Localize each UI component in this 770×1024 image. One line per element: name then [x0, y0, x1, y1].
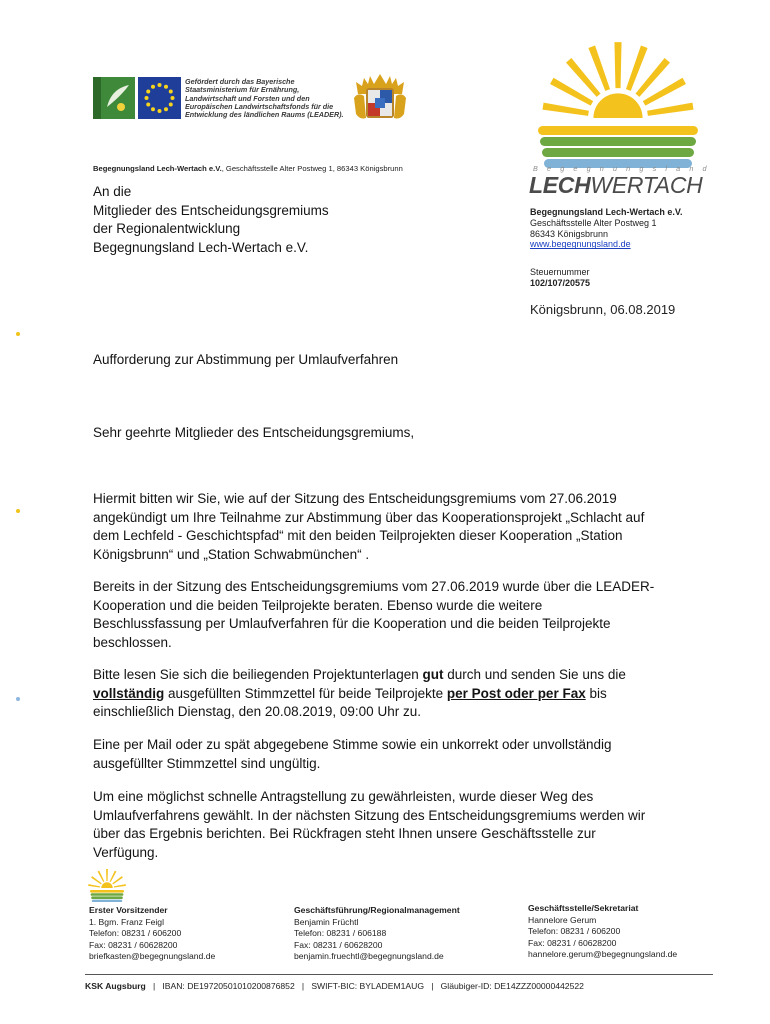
org-name: Begegnungsland Lech-Wertach e.V.	[530, 207, 683, 217]
tax-label: Steuernummer	[530, 267, 590, 277]
eu-flag-logo	[138, 77, 181, 119]
text-line: angekündigt um Ihre Teilnahme zur Abstimmung über das Kooperationsprojekt „Schlacht auf	[93, 509, 645, 525]
paragraph-4	[93, 736, 700, 773]
leader-logo	[93, 77, 135, 119]
footer-chairman	[89, 905, 215, 963]
text-line: Um eine möglichst schnelle Antragstellung zu gewährleisten, wurde dieser Weg des	[93, 789, 594, 804]
text-line: einschließlich Dienstag, den 20.08.2019, 09:00 Uhr zu.	[93, 704, 421, 719]
creditor-id: Gläubiger-ID: DE14ZZZ00000442522	[440, 981, 584, 991]
text-line: Königsbrunn“ und „Station Schwabmünchen“ .	[93, 546, 370, 562]
tax-number	[530, 267, 590, 289]
text-line: vollständig ausgefüllten Stimmzettel für beide Teilprojekte per Post oder per Fax bis	[93, 685, 607, 701]
recipient-line: der Regionalentwicklung	[93, 221, 241, 236]
margin-dot	[16, 332, 20, 336]
salutation: Sehr geehrte Mitglieder des Entscheidungsgremiums,	[93, 425, 415, 440]
bank-details: KSK Augsburg | IBAN: DE19720501010200876852 | SWIFT-BIC: BYLADEM1AUG | Gläubiger-ID: DE14ZZZ00000442522	[85, 981, 584, 991]
iban: IBAN: DE19720501010200876852	[162, 981, 295, 991]
footer-fax: Fax: 08231 / 60628200	[89, 939, 178, 950]
text-line: Kooperation und die beiden Teilprojekte beraten. Ebenso wurde die weitere	[93, 597, 543, 613]
footer-heading: Geschäftsstelle/Sekretariat	[528, 903, 639, 913]
recipient-line: Begegnungsland Lech-Wertach e.V.	[93, 239, 309, 255]
recipient-line: An die	[93, 184, 132, 199]
footer-email[interactable]: hannelore.gerum@begegnungsland.de	[528, 949, 678, 960]
bavaria-coat-of-arms	[352, 72, 408, 122]
text-line: Eine per Mail oder zu spät abgegebene Stimme sowie ein unkorrekt oder unvollständig	[93, 737, 612, 752]
text-line: ausgefüllter Stimmzettel sind ungültig.	[93, 755, 321, 771]
footer-name: Hannelore Gerum	[528, 914, 597, 925]
footer-phone: Telefon: 08231 / 606200	[528, 926, 621, 937]
letter-subject: Aufforderung zur Abstimmung per Umlaufverfahren	[93, 352, 399, 367]
org-city: 86343 Königsbrunn	[530, 228, 609, 239]
text-line: Hiermit bitten wir Sie, wie auf der Sitzung des Entscheidungsgremiums vom 27.06.2019	[93, 491, 617, 506]
place-date: Königsbrunn, 06.08.2019	[530, 302, 676, 317]
sender-line: Begegnungsland Lech-Wertach e.V., Geschäftsstelle Alter Postweg 1, 86343 Königsbrunn	[93, 164, 403, 173]
footer-fax: Fax: 08231 / 60628200	[528, 937, 617, 948]
brand-name: LECHWERTACH	[529, 172, 703, 198]
footer-heading: Geschäftsführung/Regionalmanagement	[294, 905, 460, 915]
footer-heading: Erster Vorsitzender	[89, 905, 168, 915]
text-line: über das Ergebnis berichten. Bei Rückfragen steht Ihnen unsere Geschäftsstelle zur	[93, 826, 596, 841]
footer-email[interactable]: briefkasten@begegnungsland.de	[89, 951, 216, 962]
margin-dot	[16, 509, 20, 513]
paragraph-5	[93, 788, 700, 862]
swift-bic: SWIFT-BIC: BYLADEM1AUG	[311, 981, 425, 991]
text-line: Bereits in der Sitzung des Entscheidungsgremiums vom 27.06.2019 wurde über die LEADER-	[93, 579, 655, 594]
footer-phone: Telefon: 08231 / 606200	[89, 928, 182, 939]
recipient-address	[93, 183, 329, 257]
recipient-line: Mitglieder des Entscheidungsgremiums	[93, 202, 329, 218]
footer-email[interactable]: benjamin.fruechtl@begegnungsland.de	[294, 951, 444, 962]
footer-name: Benjamin Früchtl	[294, 916, 359, 927]
funding-note: Gefördert durch das Bayerische Staatsministerium für Ernährung, Landwirtschaft und Forsten und den Europäischen Landwirtschaftsfonds für die Entwicklung des ländlichen Raums (LEADER).	[185, 77, 344, 120]
margin-dot	[16, 697, 20, 701]
text-line: Beschlussfassung per Umlaufverfahren für die Kooperation und die beiden Teilprojekte	[93, 616, 611, 631]
lechwertach-sun-logo	[530, 40, 706, 180]
footer-name: 1. Bgm. Franz Feigl	[89, 916, 164, 927]
text-line: Verfügung.	[93, 844, 159, 860]
website-link[interactable]: www.begegnungsland.de	[530, 239, 631, 250]
org-street: Geschäftsstelle Alter Postweg 1	[530, 217, 657, 228]
paragraph-1	[93, 490, 700, 564]
paragraph-3	[93, 666, 700, 722]
bank-name: KSK Augsburg	[85, 981, 146, 991]
text-line: Umlaufverfahrens gewählt. In der nächsten Sitzung des Entscheidungsgremiums werden wir	[93, 807, 646, 823]
tax-value: 102/107/20575	[530, 277, 591, 288]
text-line: dem Lechfeld - Geschichtspfad“ mit den beiden Teilprojekten dieser Kooperation „Station	[93, 528, 623, 543]
footer-office	[528, 903, 677, 961]
paragraph-2	[93, 578, 700, 652]
footer-phone: Telefon: 08231 / 606188	[294, 928, 387, 939]
brand-tagline: Begegnungsland	[533, 164, 716, 173]
text-line: Bitte lesen Sie sich die beiliegenden Projektunterlagen gut durch und senden Sie uns die	[93, 667, 626, 682]
footer-divider	[85, 974, 713, 975]
small-sun-logo	[87, 866, 127, 902]
footer-management	[294, 905, 460, 963]
organization-address	[530, 207, 683, 250]
text-line: beschlossen.	[93, 634, 172, 650]
footer-fax: Fax: 08231 / 60628200	[294, 939, 383, 950]
